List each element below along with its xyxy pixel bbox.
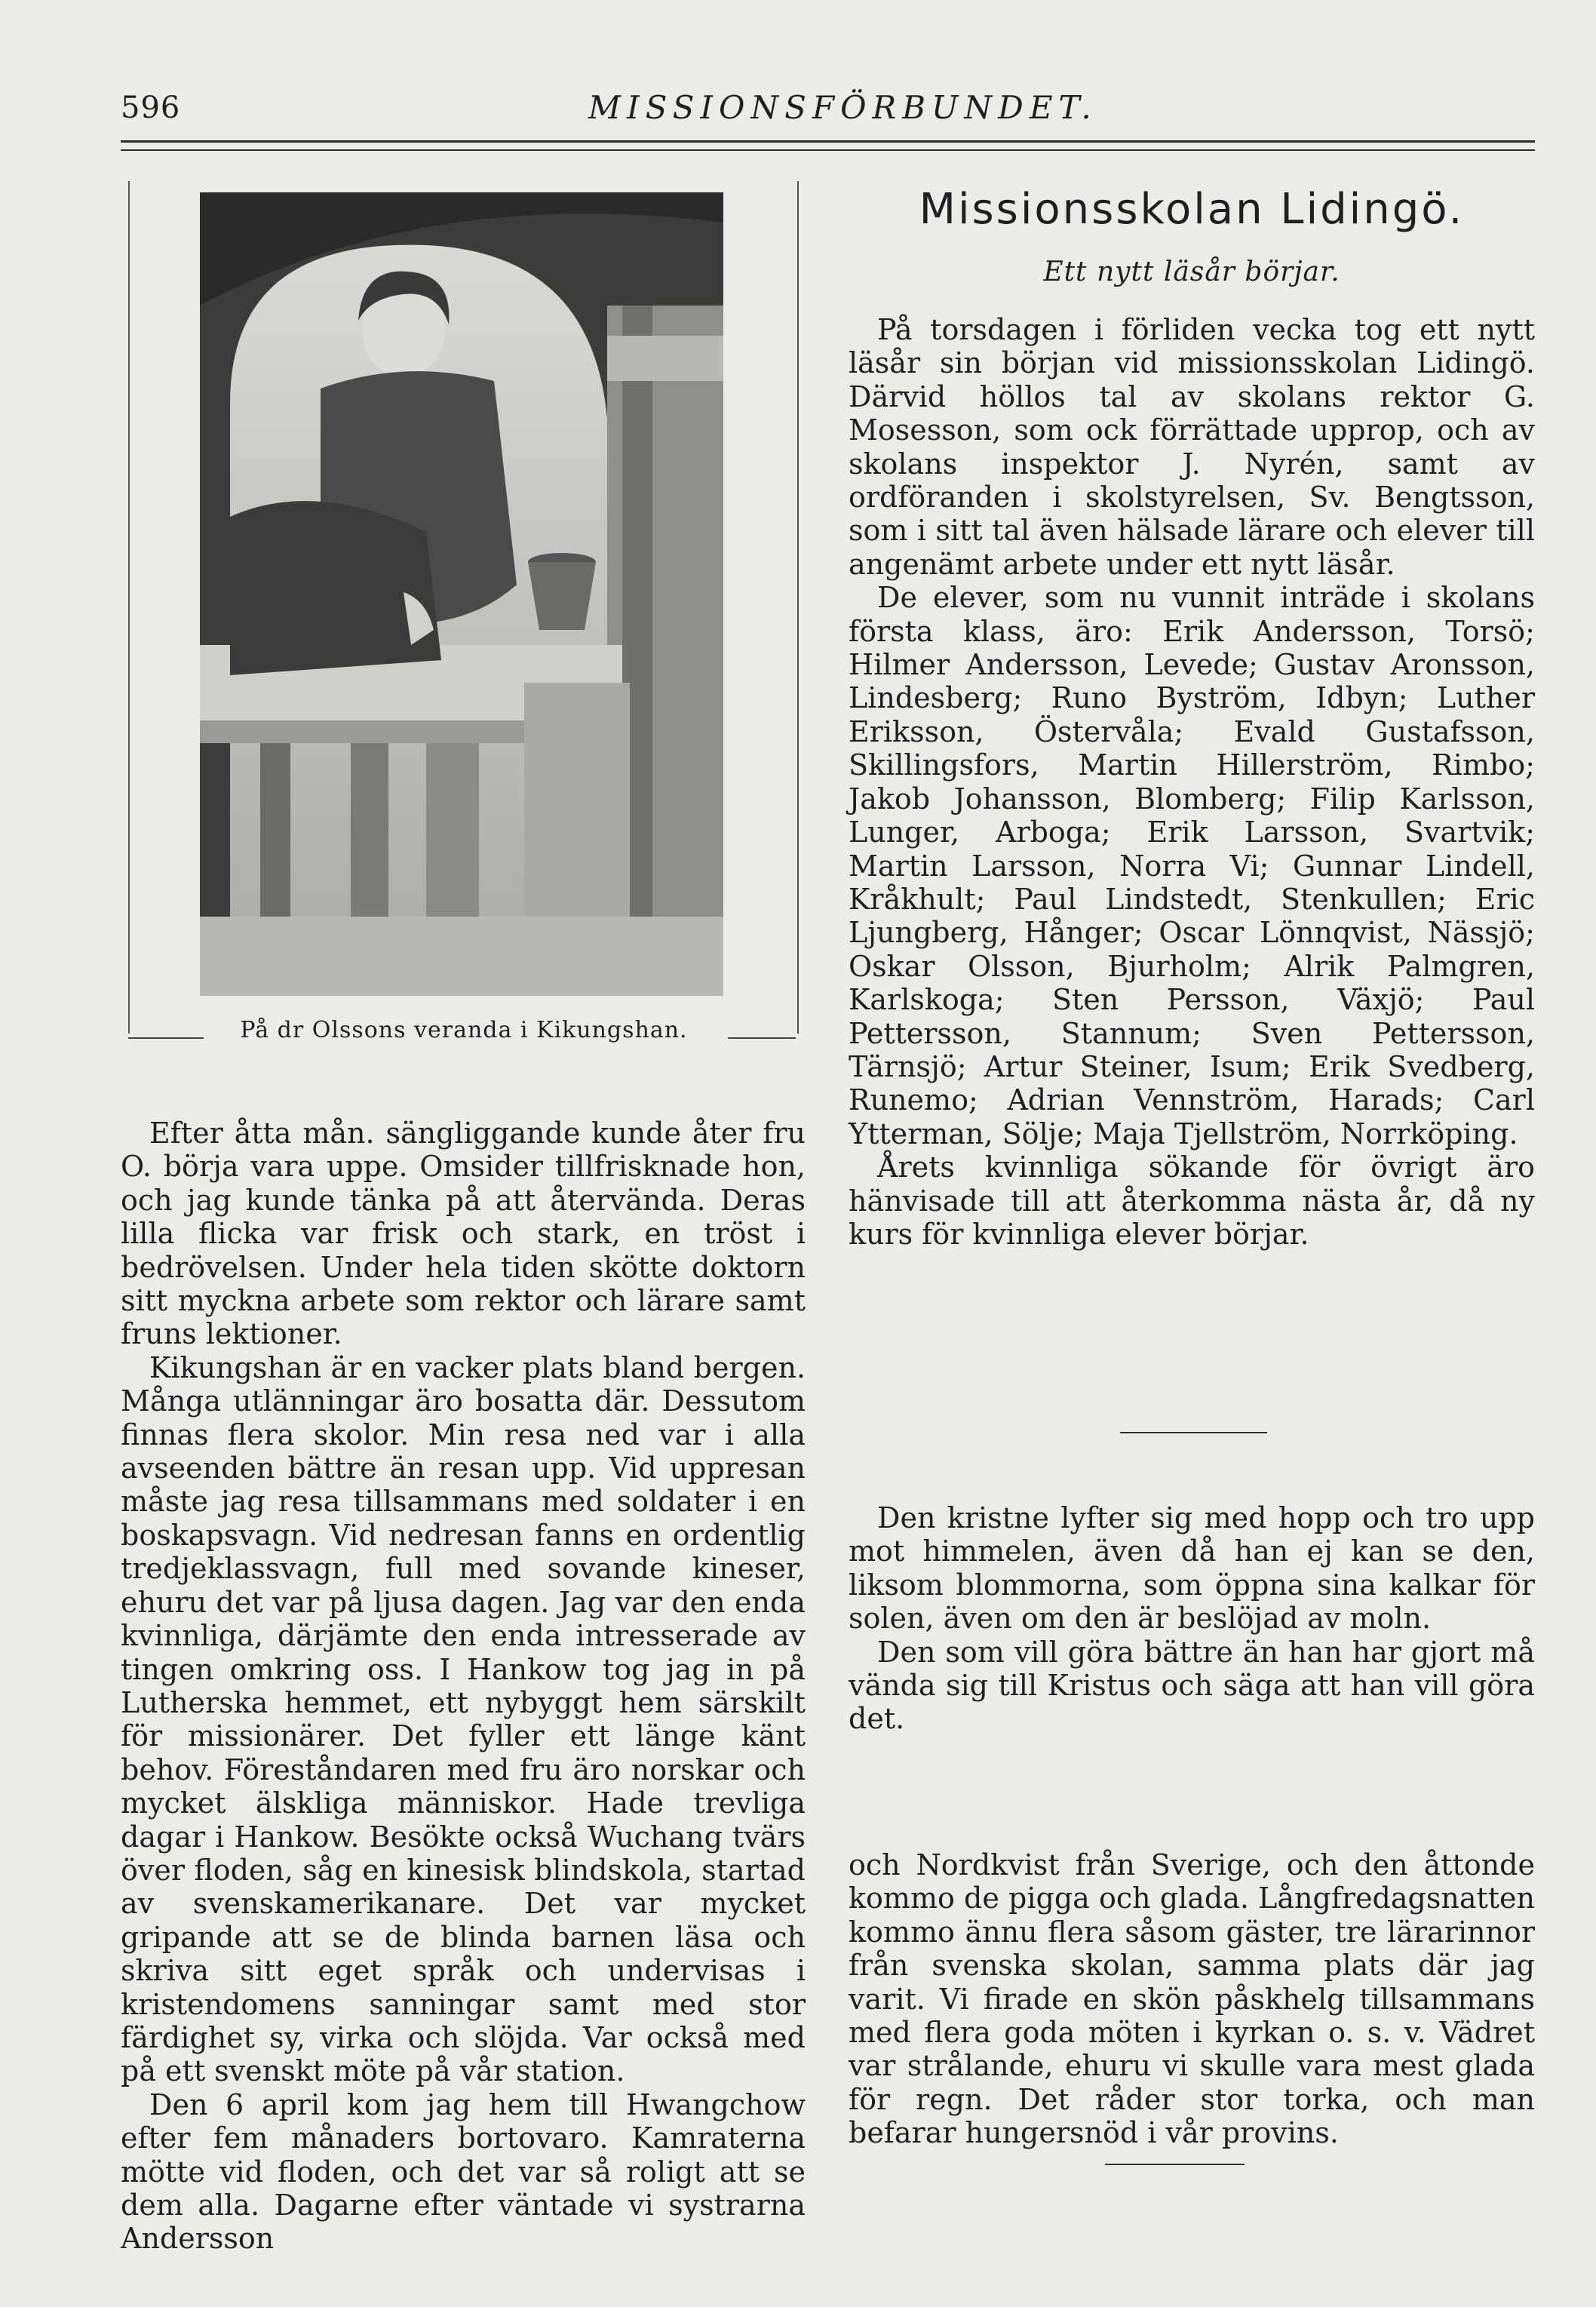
paragraph: och Nordkvist från Sverige, och den åttonde kommo de pigga och glada. Långfredagsnatten kommo ännu flera såsom gäster, tre lärarinnor från svenska skolan, samma plats där jag varit. Vi firade en skön påskhelg tillsammans med flera goda möten i kyrkan o. s. v. Vädret var strålande, ehuru vi skulle vara mest glada för regn. Det råder stor torka, och man befarar hungersnöd i vår provins. — [849, 1848, 1535, 2150]
photograph — [200, 192, 723, 996]
header-rule — [121, 140, 1535, 143]
end-divider — [1105, 2164, 1245, 2165]
paragraph: De elever, som nu vunnit inträde i skolans första klass, äro: Erik Andersson, Torsö; Hilmer Andersson, Levede; Gustav Aronsson, Lindesberg; Runo Byström, Idbyn; Luther Eriksson, Östervåla; Evald Gustafsson, Skillingsfors, Martin Hillerström, Rimbo; Jakob Johansson, Blomberg; Filip Karlsson, Lunger, Arboga; Erik Larsson, Svartvik; Martin Larsson, Norra Vi; Gunnar Lindell, Kråkhult; Paul Lindstedt, Stenkullen; Eric Ljungberg, Hånger; Oscar Lönnqvist, Nässjö; Oskar Olsson, Bjurholm; Alrik Palmgren, Karlskoga; Sten Persson, Växjö; Paul Pettersson, Stannum; Sven Pettersson, Tärnsjö; Artur Steiner, Isum; Erik Svedberg, Runemo; Adrian Vennström, Harads; Carl Ytterman, Sölje; Maja Tjellström, Norrköping. — [849, 581, 1535, 1150]
paragraph: Efter åtta mån. sängliggande kunde åter fru O. börja vara uppe. Omsider tillfrisknade hon, och jag kunde tänka på att återvända. Deras lilla flicka var frisk och stark, en tröst i bedrövelsen. Under hela tiden skötte doktorn sitt myckna arbete som rektor och lärare samt fruns lektioner. — [121, 1117, 806, 1351]
paragraph: Den som vill göra bättre än han har gjort må vända sig till Kristus och säga att han vill göra det. — [849, 1635, 1535, 1736]
left-column — [121, 1117, 806, 2256]
caption-rule-left — [128, 1037, 204, 1039]
figure-caption: På dr Olssons veranda i Kikungshan. — [240, 1017, 688, 1043]
paragraph: Den kristne lyfter sig med hopp och tro upp mot himmelen, även då han ej kan se den, liksom blommorna, som öppna sina kalkar för solen, även om den är beslöjad av moln. — [849, 1501, 1535, 1636]
paragraph: Den 6 april kom jag hem till Hwangchow efter fem månaders bortovaro. Kamraterna mötte vid floden, och det var så roligt att se dem alla. Dagarne efter väntade vi systrarna Andersson — [121, 2087, 806, 2256]
quote-block — [849, 1501, 1535, 1736]
header-rule-thin — [121, 149, 1535, 151]
article-subtitle: Ett nytt läsår börjar. — [1043, 257, 1340, 287]
paragraph: Kikungshan är en vacker plats bland bergen. Många utlänningar äro bosatta där. Dessutom finnas flera skolor. Min resa ned var i alla avseenden bättre än resan upp. Vid uppresan måste jag resa tillsammans med soldater i en boskapsvagn. Vid nedresan fanns en ordentlig tredjeklassvagn, full med sovande kineser, ehuru det var på ljusa dagen. Jag var den enda kvinnliga, därjämte den enda intresserade av tingen omkring oss. I Hankow tog jag in på Lutherska hemmet, ett nybyggt hem särskilt för missionärer. Det fyller ett länge känt behov. Föreståndaren med fru äro norskar och mycket älskliga människor. Hade trevliga dagar i Hankow. Besökte också Wuchang tvärs över floden, såg en kinesisk blindskola, startad av svenskamerikanare. Det var mycket gripande att se de blinda barnen läsa och skriva sitt eget språk och undervisas i kristendomens sanningar samt med stor färdighet sy, virka och slöjda. Var också med på ett svenskt möte på vår station. — [121, 1350, 806, 2088]
caption-rule-right — [728, 1037, 796, 1039]
continuation-block — [849, 1848, 1535, 2150]
section-divider — [1120, 1432, 1267, 1433]
paragraph: Årets kvinnliga sökande för övrigt äro hänvisade till att återkomma nästa år, då ny kurs för kvinnliga elever börjar. — [849, 1150, 1535, 1251]
page-number: 596 — [121, 91, 181, 125]
photo-illustration — [200, 192, 723, 996]
article-title: Missionsskolan Lidingö. — [919, 185, 1465, 234]
article-body — [849, 313, 1535, 1251]
paragraph: På torsdagen i förliden vecka tog ett nytt läsår sin början vid missionsskolan Lidingö. Därvid höllos tal av skolans rektor G. Mosesson, som ock förrättade upprop, och av skolans inspektor J. Nyrén, samt av ordföranden i skolstyrelsen, Sv. Bengtsson, som i sitt tal även hälsade lärare och elever till angenämt arbete under ett nytt läsår. — [849, 313, 1535, 581]
running-head: MISSIONSFÖRBUNDET. — [588, 89, 1097, 126]
